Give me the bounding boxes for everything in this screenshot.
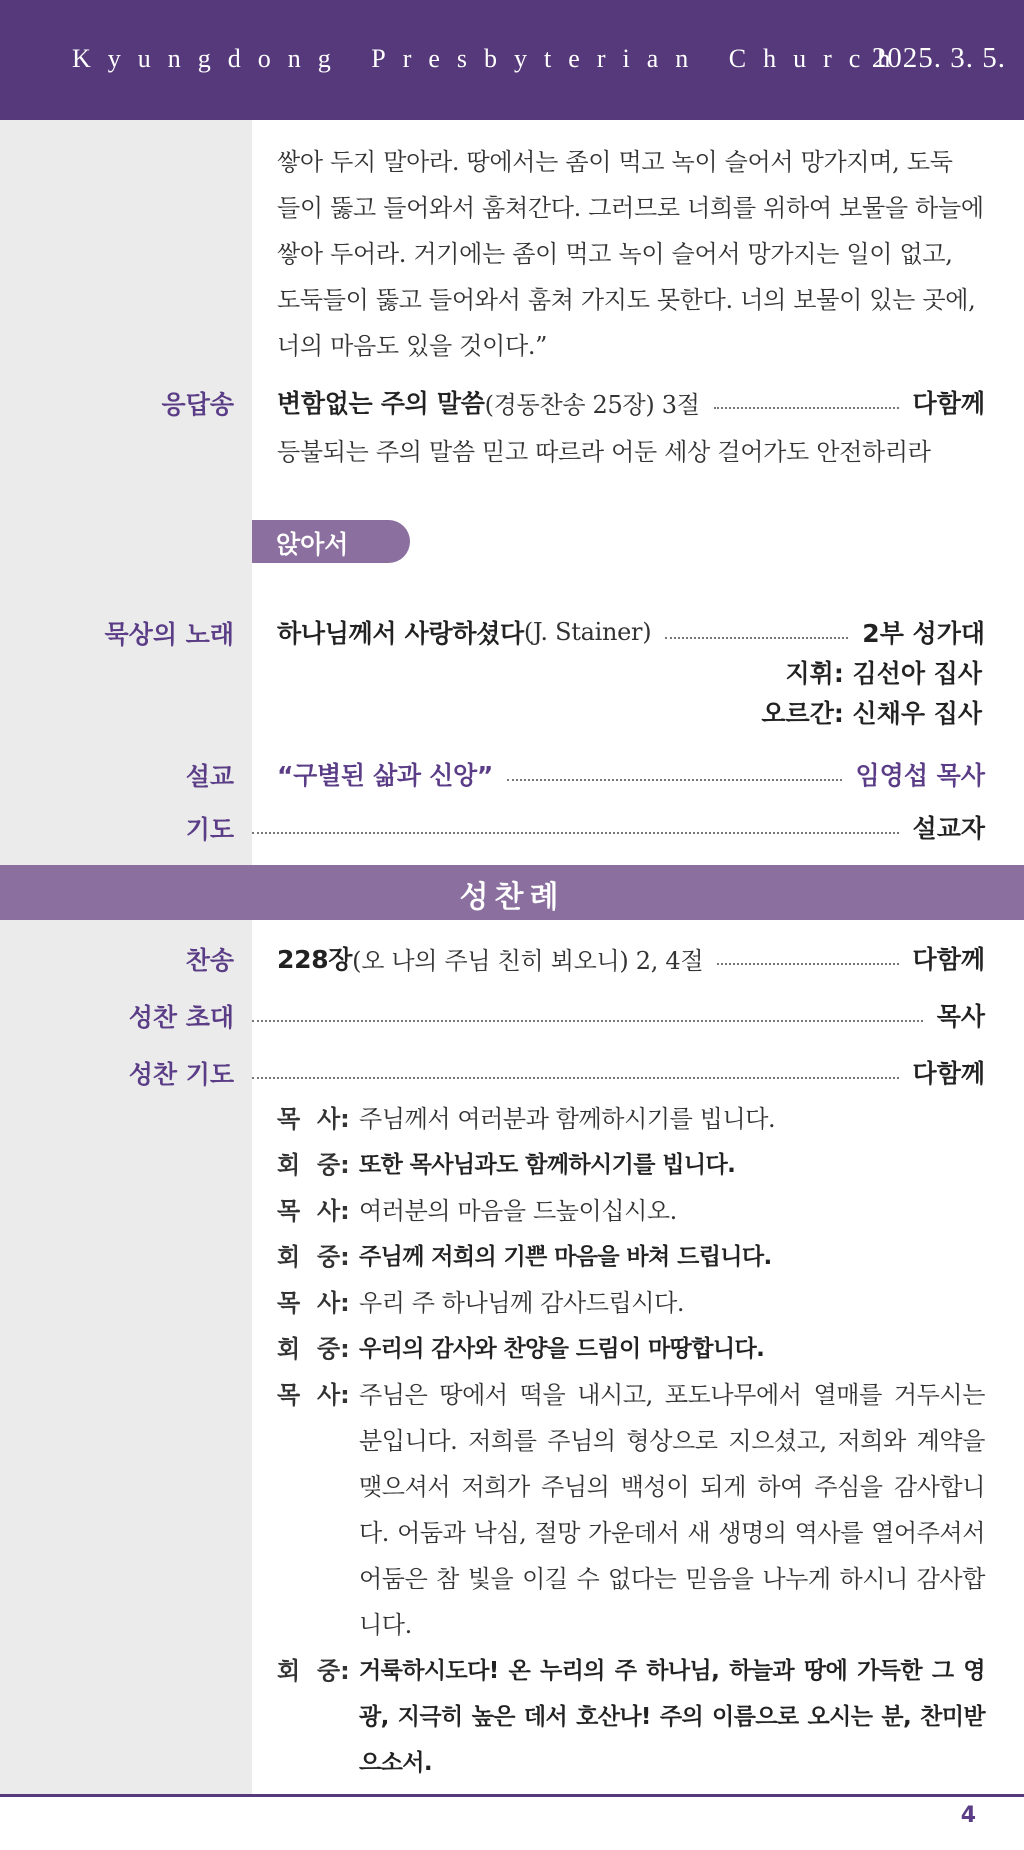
- footer-rule: [0, 1794, 1024, 1797]
- meditation-song-composer: (J. Stainer): [523, 618, 652, 646]
- speaker-label: 목 사:: [277, 1289, 350, 1317]
- prayer-label: 기도: [185, 815, 234, 844]
- organist-credit: 오르간: 신채우 집사: [761, 699, 982, 728]
- leader-dots: [252, 1077, 899, 1079]
- prayer-row: [252, 807, 985, 847]
- sermon-preacher: 임영섭 목사: [855, 761, 985, 790]
- leader-dots: [665, 637, 848, 639]
- dialogue-line-congregation: [277, 1234, 985, 1280]
- response-song-row: [277, 382, 985, 422]
- invitation-row: [252, 995, 985, 1035]
- dialogue-line-pastor: [277, 1096, 985, 1142]
- scripture-line: 쌓아 두지 말아라. 땅에서는 좀이 먹고 녹이 슬어서 망가지며, 도둑: [277, 148, 953, 176]
- speaker-label: 회 중:: [277, 1243, 350, 1271]
- seated-indicator: [252, 520, 410, 563]
- dialogue-line-pastor: [277, 1280, 985, 1326]
- dialogue-line-pastor: [277, 1372, 985, 1648]
- hymn-number: 228장: [277, 945, 353, 974]
- dialogue-text: 우리 주 하나님께 감사드립시다.: [359, 1289, 685, 1317]
- speaker-label: 목 사:: [277, 1197, 350, 1225]
- dialogue-line-pastor: [277, 1188, 985, 1234]
- dialogue-text: 주님은 땅에서 떡을 내시고, 포도나무에서 열매를 거두시는 분입니다. 저희를 주님의 형상으로 지으셨고, 저희와 계약을 맺으셔서 저희가 주님의 백성이 되게 하여 주심을 감사합니다. 어둠과 낙심, 절망 가운데서 새 생명의 역사를 열어주셔서 어둠은 참 빛을 이길 수 없다는 믿음을 나누게 하시니 감사합니다.: [359, 1381, 985, 1639]
- dialogue-text: 주님께 저희의 기쁜 마음을 바쳐 드립니다.: [359, 1244, 772, 1270]
- hymn-by: 다함께: [912, 945, 985, 974]
- leader-dots: [714, 407, 899, 409]
- page-number: 4: [960, 1803, 976, 1828]
- dialogue-line-congregation: [277, 1326, 985, 1372]
- leader-dots: [717, 963, 898, 965]
- left-label-column-lower: [0, 920, 252, 1795]
- left-label-column: [0, 120, 252, 865]
- response-song-by: 다함께: [912, 389, 985, 418]
- dialogue-line-congregation: [277, 1648, 985, 1786]
- speaker-label: 목 사:: [277, 1105, 350, 1133]
- dialogue-text: 거룩하시도다! 온 누리의 주 하나님, 하늘과 땅에 가득한 그 영광, 지극히 높은 데서 호산나! 주의 이름으로 오시는 분, 찬미받으소서.: [359, 1658, 985, 1776]
- hymn-detail: (오 나의 주님 친히 뵈오니) 2, 4절: [352, 946, 704, 975]
- dialogue-line-congregation: [277, 1142, 985, 1188]
- prayer-by: 설교자: [912, 814, 985, 843]
- communion-prayer-row: [252, 1052, 985, 1092]
- sermon-label: 설교: [185, 762, 234, 791]
- leader-dots: [252, 1020, 923, 1022]
- meditation-song-title: 하나님께서 사랑하셨다: [277, 619, 524, 648]
- speaker-label: 회 중:: [277, 1657, 350, 1685]
- bulletin-date: 2025. 3. 5.: [871, 42, 1006, 74]
- invitation-label: 성찬 초대: [128, 1003, 234, 1032]
- dialogue-text: 또한 목사님과도 함께하시기를 빕니다.: [359, 1152, 736, 1178]
- seated-label: 앉아서: [276, 530, 349, 559]
- section-header-communion: [0, 865, 1024, 920]
- response-song-detail: (경동찬송 25장) 3절: [484, 390, 700, 419]
- response-song-title: 변함없는 주의 말씀: [277, 389, 485, 418]
- sermon-row: [277, 754, 985, 794]
- hymn-row: [277, 938, 985, 978]
- scripture-line: 너의 마음도 있을 것이다.”: [277, 332, 548, 360]
- dialogue-text: 우리의 감사와 찬양을 드림이 마땅합니다.: [359, 1336, 765, 1362]
- dialogue-text: 여러분의 마음을 드높이십시오.: [359, 1197, 677, 1225]
- speaker-label: 회 중:: [277, 1335, 350, 1363]
- speaker-label: 회 중:: [277, 1151, 350, 1179]
- communion-prayer-label: 성찬 기도: [128, 1060, 234, 1089]
- response-song-lyric: 등불되는 주의 말씀 믿고 따르라 어둔 세상 걸어가도 안전하리라: [277, 438, 931, 466]
- sermon-title: “구별된 삶과 신앙”: [277, 761, 494, 790]
- scripture-line: 들이 뚫고 들어와서 훔쳐간다. 그러므로 너희를 위하여 보물을 하늘에: [277, 194, 984, 222]
- invitation-by: 목사: [936, 1002, 985, 1031]
- conductor-credit: 지휘: 김선아 집사: [785, 659, 982, 688]
- speaker-label: 목 사:: [277, 1381, 350, 1409]
- scripture-line: 쌓아 두어라. 거기에는 좀이 먹고 녹이 슬어서 망가지는 일이 없고,: [277, 240, 953, 268]
- page-header: [0, 0, 1024, 120]
- communion-prayer-by: 다함께: [912, 1059, 985, 1088]
- scripture-line: 도둑들이 뚫고 들어와서 훔쳐 가지도 못한다. 너의 보물이 있는 곳에,: [277, 286, 976, 314]
- leader-dots: [252, 832, 899, 834]
- response-song-label: 응답송: [161, 390, 234, 419]
- meditation-song-by: 2부 성가대: [862, 619, 985, 648]
- meditation-song-row: [277, 612, 985, 652]
- leader-dots: [507, 779, 842, 781]
- meditation-song-label: 묵상의 노래: [104, 620, 234, 649]
- section-title: 성찬례: [459, 880, 565, 915]
- hymn-label: 찬송: [185, 946, 234, 975]
- church-name: Kyungdong Presbyterian Church: [72, 44, 908, 73]
- dialogue-text: 주님께서 여러분과 함께하시기를 빕니다.: [359, 1105, 776, 1133]
